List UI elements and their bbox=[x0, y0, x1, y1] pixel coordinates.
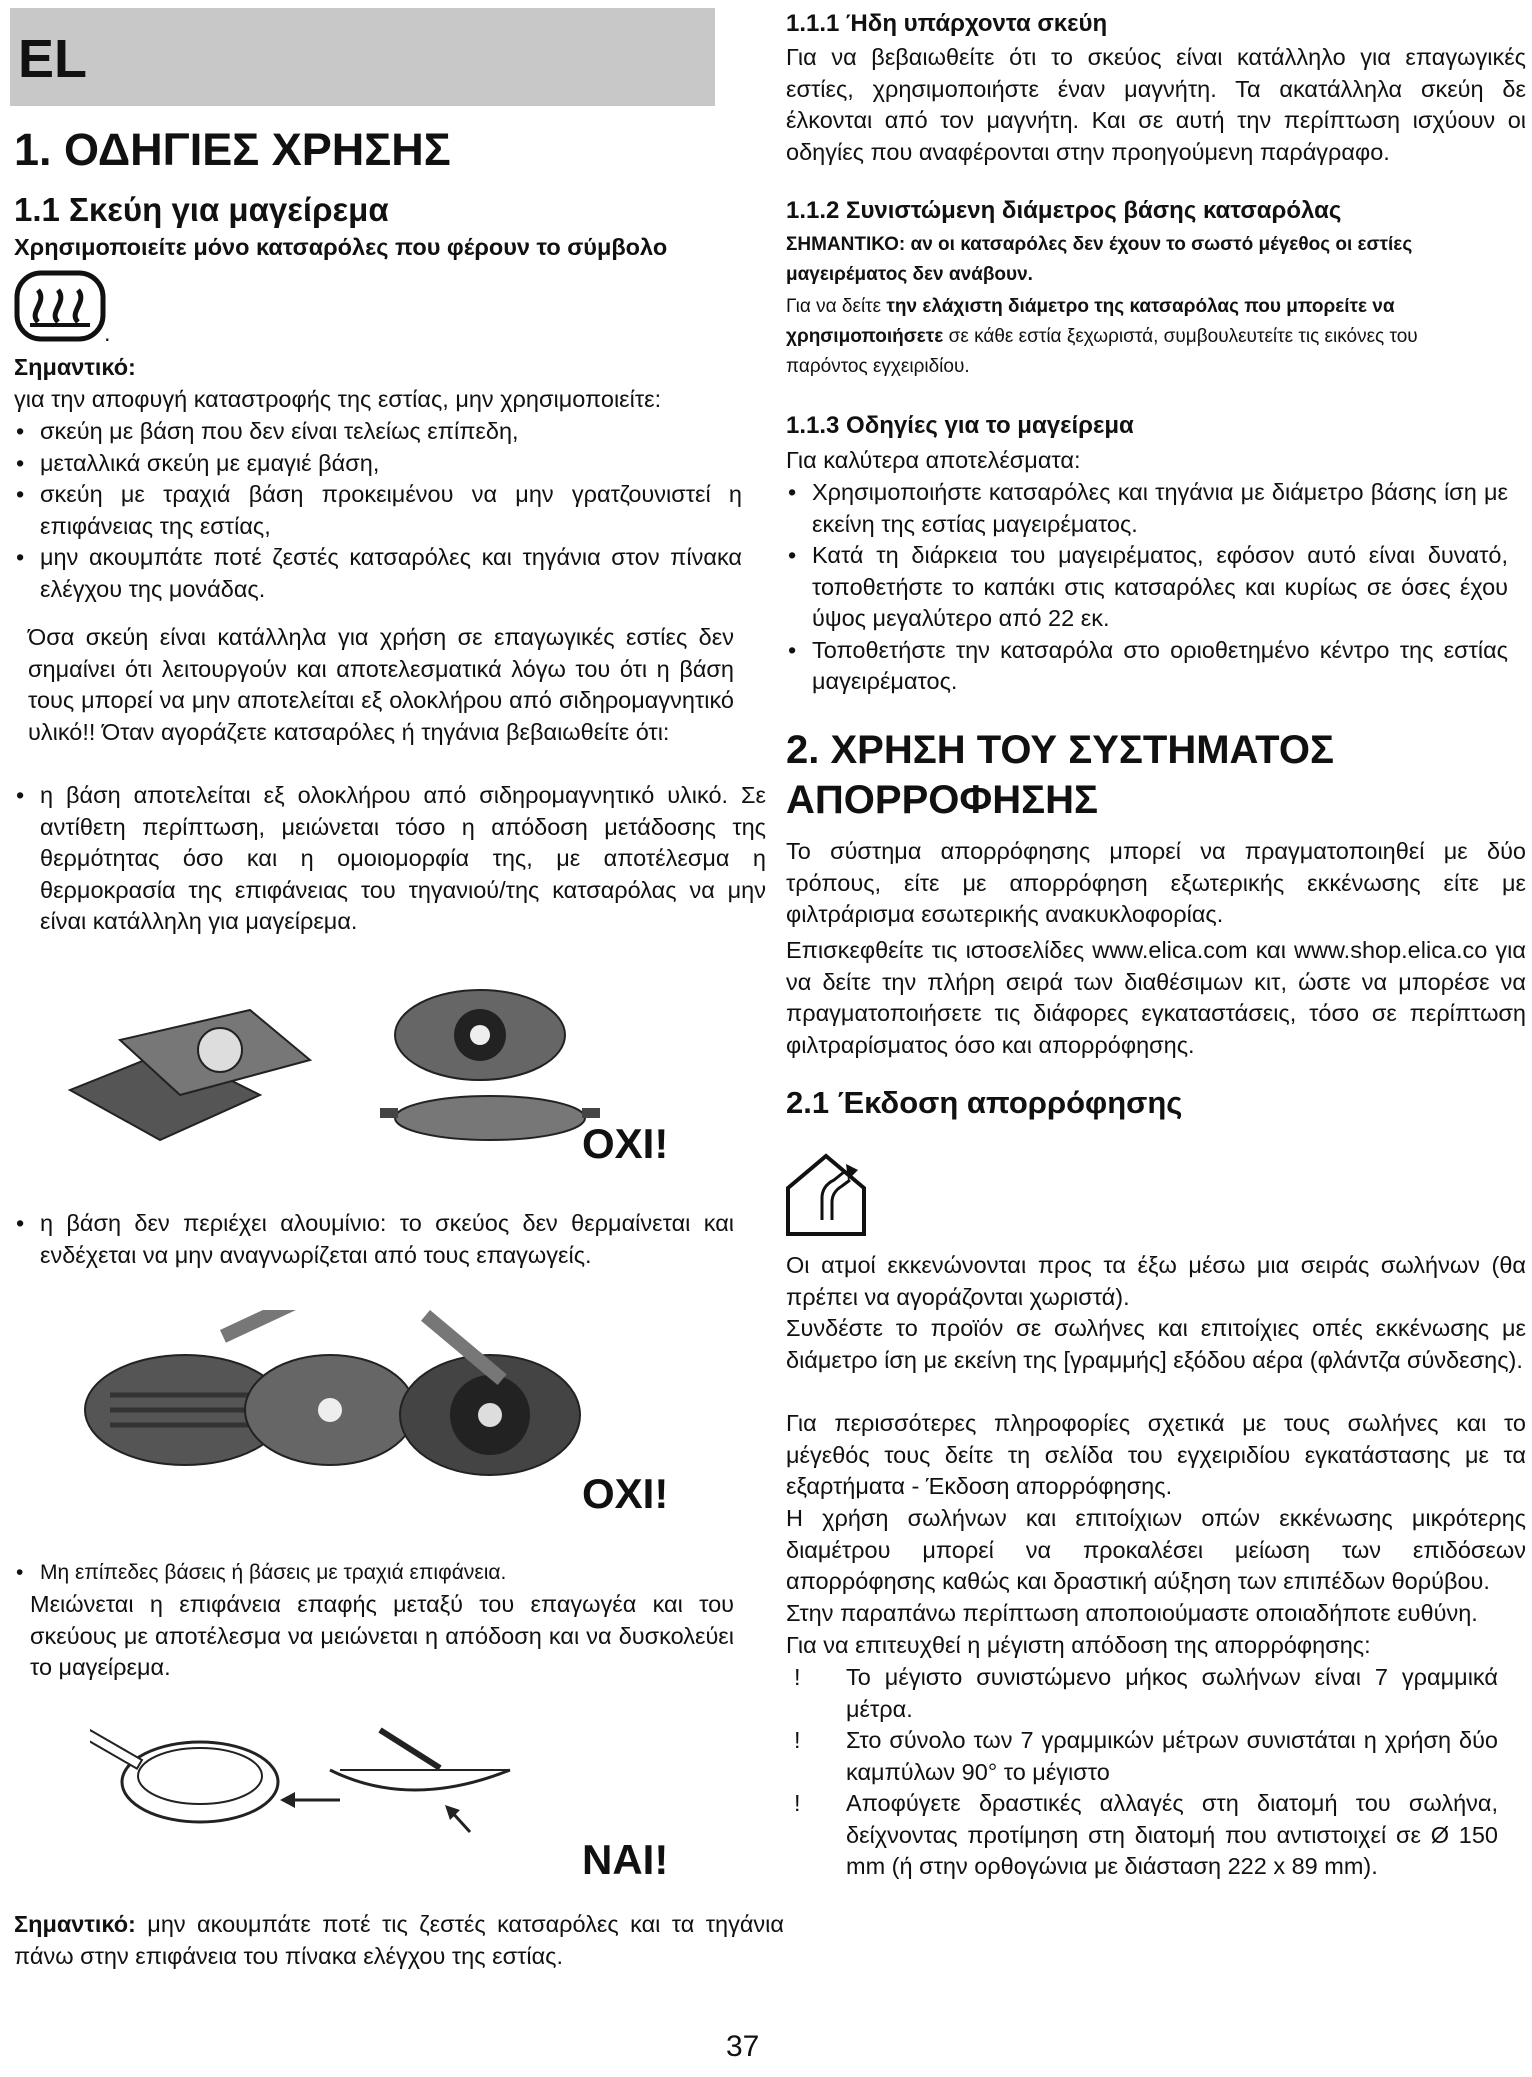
section-2-title-line1: 2. ΧΡΗΣΗ ΤΟΥ ΣΥΣΤΗΜΑΤΟΣ bbox=[786, 728, 1334, 772]
griddle-paella-illustration bbox=[60, 980, 600, 1150]
induction-paragraph: Όσα σκεύη είναι κατάλληλα για χρήση σε επαγωγικές εστίες δεν σημαίνει ότι λειτουργούν και αποτελεσματικά λόγω του ότι η βάση τους μπορεί να μην αποτελείται εξ ολοκλήρου από σιδηρομαγνητικό υλικό!! Όταν αγοράζετε κατσαρόλες ή τηγάνια βεβαιωθείτε ότι: bbox=[28, 624, 734, 745]
language-header-bar bbox=[10, 8, 715, 106]
section-1-1-title: 1.1 Σκεύη για μαγείρεμα bbox=[14, 191, 389, 228]
section-1-1-2-pre: Για να δείτε bbox=[786, 296, 887, 317]
list-item: • Μη επίπεδες βάσεις ή βάσεις με τραχιά επιφάνεια. bbox=[14, 1557, 734, 1589]
section-2-1-p3: Για περισσότερες πληροφορίες σχετικά με τους σωλήνες και το μέγεθός τους δείτε τη σελίδα του εγχειριδίου εγκατάστασης με τα εξαρτήματα - Έκδοση απορρόφησης. bbox=[786, 1410, 1526, 1499]
page-number: 37 bbox=[726, 2030, 760, 2063]
induction-symbol-icon bbox=[14, 270, 106, 342]
list-item: • σκεύη με τραχιά βάση προκειμένου να μην γρατζουνιστεί η επιφάνειας της εστίας, bbox=[14, 479, 742, 542]
list-item: • μεταλλικά σκεύη με εμαγιέ βάση, bbox=[14, 448, 742, 480]
contact-paragraph: Μειώνεται η επιφάνεια επαφής μεταξύ του επαγωγέα και του σκεύους με αποτέλεσμα να μειώνεται η απόδοση και να δυσκολεύει το μαγείρεμα. bbox=[30, 1591, 734, 1680]
important-label: Σημαντικό: bbox=[14, 354, 136, 380]
section-2-1-p5: Στην παραπάνω περίπτωση αποποιούμαστε οποιαδήποτε ευθύνη. bbox=[786, 1600, 1478, 1626]
page-title: 1. ΟΔΗΓΙΕΣ ΧΡΗΣΗΣ bbox=[14, 124, 451, 175]
list-item: ! Το μέγιστο συνιστώμενο μήκος σωλήνων είναι 7 γραμμικά μέτρα. bbox=[786, 1662, 1498, 1725]
avoid-list bbox=[14, 416, 742, 605]
no-label-2: ΟΧΙ! bbox=[582, 1470, 669, 1517]
list-item: • σκεύη με βάση που δεν είναι τελείως επίπεδη, bbox=[14, 416, 742, 448]
flat-bullet bbox=[14, 1557, 734, 1589]
list-item: • μην ακουμπάτε ποτέ ζεστές κατσαρόλες και τηγάνια στον πίνακα ελέγχου της μονάδας. bbox=[14, 542, 742, 605]
section-1-1-1-text: Για να βεβαιωθείτε ότι το σκεύος είναι κατάλληλο για επαγωγικές εστίες, χρησιμοποιήστε έναν μαγνήτη. Τα ακατάλληλα σκεύη δε έλκονται από τον μαγνήτη. Και σε αυτή την περίπτωση ισχύουν οι οδηγίες που αναφέρονται στην προηγούμενη παράγραφο. bbox=[786, 44, 1526, 165]
section-1-1-3-title: 1.1.3 Οδηγίες για το μαγείρεμα bbox=[786, 412, 1134, 439]
grill-pans-illustration bbox=[70, 1310, 590, 1480]
section-2-1-p4: Η χρήση σωλήνων και επιτοίχιων οπών εκκένωσης μικρότερης διαμέτρου μπορεί να προκαλέσει μείωση των επιδόσεων απορρόφησης καθώς και δραστική αύξηση των επιπέδων θορύβου. bbox=[786, 1505, 1526, 1594]
list-item: • Χρησιμοποιήστε κατσαρόλες και τηγάνια με διάμετρο βάσης ίση με εκείνη της εστίας μαγειρέματος. bbox=[786, 477, 1508, 540]
section-1-1-2-post: σε κάθε εστία ξεχωριστά, συμβουλευτείτε τις εικόνες του παρόντος εγχειριδίου. bbox=[786, 326, 1418, 377]
section-2-1-title: 2.1 Έκδοση απορρόφησης bbox=[786, 1085, 1183, 1120]
correct-pans-illustration bbox=[90, 1710, 550, 1840]
yes-label: ΝΑΙ! bbox=[582, 1836, 669, 1883]
aluminium-bullet bbox=[14, 1208, 734, 1271]
final-important-text: μην ακουμπάτε ποτέ τις ζεστές κατσαρόλες και τα τηγάνια πάνω στην επιφάνεια του πίνακα ελέγχου της εστίας. bbox=[14, 1911, 784, 1969]
section-2-1-p2: Συνδέστε το προϊόν σε σωλήνες και επιτοίχιες οπές εκκένωσης με διάμετρο ίση με εκείνη της [γραμμής] εξόδου αέρα (φλάντζα σύνδεσης). bbox=[786, 1315, 1526, 1373]
section-2-text: Το σύστημα απορρόφησης μπορεί να πραγματοποιηθεί με δύο τρόπους, είτε με απορρόφηση εξωτερικής εκκένωσης είτε με φιλτράρισμα εσωτερικής ανακυκλοφορίας. bbox=[786, 838, 1526, 927]
final-important bbox=[14, 1909, 784, 1972]
section-1-1-1-title: 1.1.1 Ήδη υπάρχοντα σκεύη bbox=[786, 10, 1108, 37]
section-1-1-2-title: 1.1.2 Συνιστώμενη διάμετρος βάσης κατσαρόλας bbox=[786, 197, 1342, 224]
list-item: • Κατά τη διάρκεια του μαγειρέματος, εφόσον αυτό είναι δυνατό, τοποθετήστε το καπάκι στις κατσαρόλες και κυρίως σε όσες έχου ύψος μεγαλύτερο από 22 εκ. bbox=[786, 540, 1508, 635]
section-1-1-3-intro: Για καλύτερα αποτελέσματα: bbox=[786, 447, 1081, 473]
base-bullet bbox=[14, 780, 766, 938]
list-item: • η βάση αποτελείται εξ ολοκλήρου από σιδηρομαγνητικό υλικό. Σε αντίθετη περίπτωση, μειώνεται τόσο η απόδοση μετάδοσης της θερμότητας όσο και η ομοιομορφία της, με αποτέλεσμα η θερμοκρασία της επιφάνειας του τηγανιού/της κατσαρόλας να μην είναι κατάλληλη για μαγείρεμα. bbox=[14, 780, 766, 938]
list-item: • Τοποθετήστε την κατσαρόλα στο οριοθετημένο κέντρο της εστίας μαγειρέματος. bbox=[786, 635, 1508, 698]
exhaust-requirements-list bbox=[786, 1662, 1498, 1883]
section-1-1-2-important: ΣΗΜΑΝΤΙΚΟ: αν οι κατσαρόλες δεν έχουν το σωστό μέγεθος οι εστίες μαγειρέματος δεν ανάβουν. bbox=[786, 234, 1413, 285]
symbol-instruction: Χρησιμοποιείτε μόνο κατσαρόλες που φέρουν το σύμβολο bbox=[14, 234, 668, 260]
language-code: EL bbox=[18, 29, 88, 89]
important-intro: για την αποφυγή καταστροφής της εστίας, μην χρησιμοποιείτε: bbox=[14, 386, 662, 412]
list-item: ! Αποφύγετε δραστικές αλλαγές στη διατομή του σωλήνα, δείχνοντας προτίμηση στη διατομή που αντιστοιχεί σε Ø 150 mm (ή στην ορθογώνια με διάσταση 222 x 89 mm). bbox=[786, 1788, 1498, 1883]
no-label-1: ΟΧΙ! bbox=[582, 1120, 669, 1167]
list-item: • η βάση δεν περιέχει αλουμίνιο: το σκεύος δεν θερμαίνεται και ενδέχεται να μην αναγνωρίζεται από τους επαγωγείς. bbox=[14, 1208, 734, 1271]
section-2-1-p1: Οι ατμοί εκκενώνονται προς τα έξω μέσω μια σειράς σωλήνων (θα πρέπει να αγοράζονται χωριστά). bbox=[786, 1252, 1526, 1310]
symbol-dot: . bbox=[104, 320, 111, 346]
list-item: ! Στο σύνολο των 7 γραμμικών μέτρων συνιστάται η χρήση δύο καμπύλων 90° το μέγιστο bbox=[786, 1725, 1498, 1788]
section-2-visit: Επισκεφθείτε τις ιστοσελίδες www.elica.com και www.shop.elica.co για να δείτε την πλήρη σειρά των διαθέσιμων κιτ, ώστε να μπορέσε να πραγματοποιήσετε τις διάφορες εγκαταστάσεις, τόσο σε περίπτωση φιλτραρίσματος όσο και απορρόφησης. bbox=[786, 937, 1526, 1058]
ducted-exhaust-icon bbox=[784, 1150, 868, 1238]
section-2-1-p6: Για να επιτευχθεί η μέγιστη απόδοση της απορρόφησης: bbox=[786, 1632, 1371, 1658]
cooking-tips-list bbox=[786, 477, 1508, 698]
section-2-title-line2: ΑΠΟΡΡΟΦΗΣΗΣ bbox=[786, 778, 1098, 822]
section-1-1-2-text bbox=[786, 292, 1494, 382]
section-1-1-2-bold: την ελάχιστη διάμετρο της κατσαρόλας που μπορείτε να χρησιμοποιήσετε bbox=[786, 296, 1395, 347]
final-important-label: Σημαντικό: bbox=[14, 1911, 136, 1937]
